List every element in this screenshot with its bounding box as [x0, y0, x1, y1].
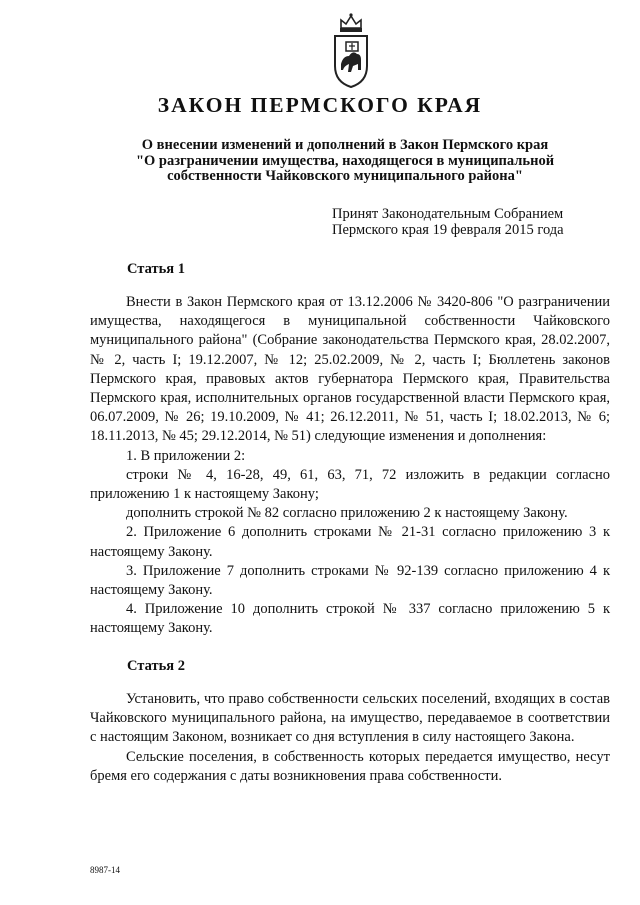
- article-2-body: [90, 690, 610, 786]
- subtitle-line: О внесении изменений и дополнений в Закон Пермского края: [141, 137, 549, 153]
- article-paragraph: строки № 4, 16-28, 49, 61, 63, 71, 72 изложить в редакции согласно приложению 1 к настоящему Закону;: [90, 466, 610, 503]
- adoption-line: Принят Законодательным Собранием: [332, 206, 564, 222]
- article-paragraph: Сельские поселения, в собственность которых передается имущество, несут бремя его содержания с даты возникновения права собственности.: [90, 748, 610, 784]
- article-paragraph: 3. Приложение 7 дополнить строками № 92-139 согласно приложению 4 к настоящему Закону.: [90, 562, 610, 599]
- perm-krai-coat-of-arms-icon: [327, 12, 375, 90]
- article-paragraph: Внести в Закон Пермского края от 13.12.2006 № 3420-806 "О разграничении имущества, находящегося в муниципальной собственности Чайковского муниципального района" (Собрание законодательства Пермского края, 28.02.2007, № 2, часть I; 19.12.2007, № 12; 25.02.2009, № 2, часть I; Бюллетень законов Пермского края, правовых актов губернатора Пермского края, Правительства Пермского края, исполнительных органов государственной власти Пермского края, 06.07.2009, № 26; 19.10.2009, № 41; 26.12.2011, № 51, часть I; 18.02.2013, № 6; 18.11.2013, № 45; 29.12.2014, № 51) следующие изменения и дополнения:: [90, 294, 610, 445]
- document-code: 8987-14: [90, 865, 120, 875]
- document-title: ЗАКОН ПЕРМСКОГО КРАЯ: [157, 93, 483, 117]
- article-1-heading: Статья 1: [127, 261, 185, 277]
- article-paragraph: 2. Приложение 6 дополнить строками № 21-31 согласно приложению 3 к настоящему Закону.: [90, 524, 610, 560]
- subtitle-line: "О разграничении имущества, находящегося в муниципальной: [135, 152, 555, 169]
- document-subtitle: [110, 138, 580, 185]
- adoption-note: [332, 207, 564, 238]
- article-2-heading: Статья 2: [127, 658, 185, 674]
- article-paragraph: дополнить строкой № 82 согласно приложению 2 к настоящему Закону.: [126, 505, 568, 522]
- article-paragraph: Установить, что право собственности сельских поселений, входящих в состав Чайковского муниципального района, на имущество, передаваемое в соответствии с настоящим Законом, возникает со дня вступления в силу настоящего Закона.: [90, 691, 610, 746]
- article-1-body: [90, 293, 610, 639]
- article-paragraph: 4. Приложение 10 дополнить строкой № 337 согласно приложению 5 к настоящему Закону.: [90, 601, 610, 637]
- adoption-line: Пермского края 19 февраля 2015 года: [332, 221, 564, 238]
- article-paragraph: 1. В приложении 2:: [126, 447, 246, 464]
- subtitle-line: собственности Чайковского муниципального района": [167, 168, 523, 184]
